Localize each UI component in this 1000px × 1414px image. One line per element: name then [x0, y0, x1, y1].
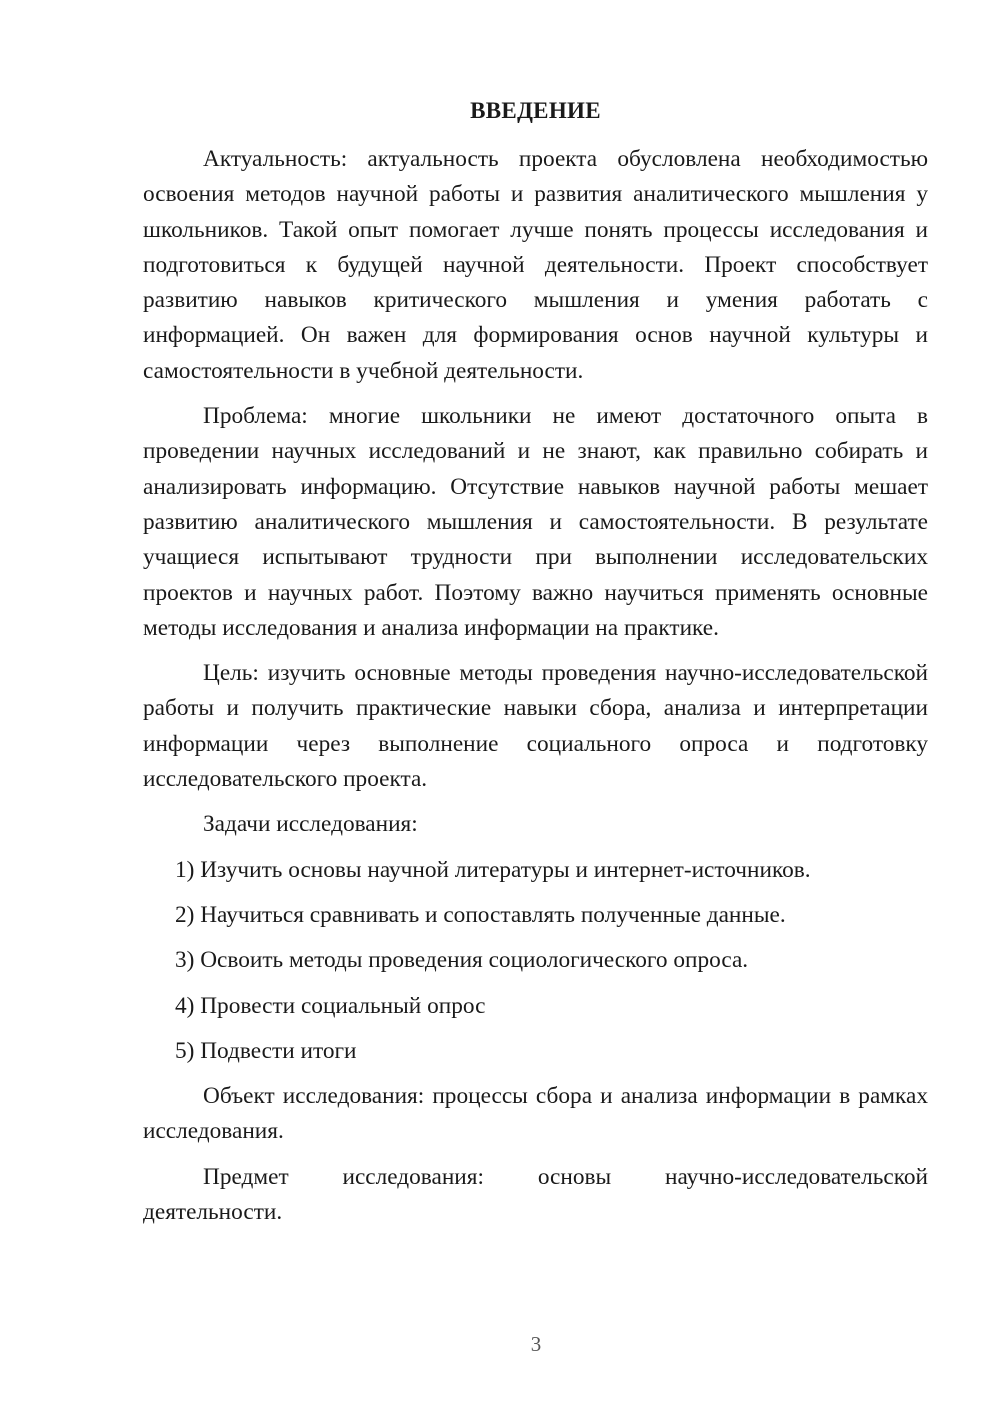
tasks-title: Задачи исследования: [203, 811, 418, 838]
relevance-paragraph: Актуальность: актуальность проекта обусловлена необходимостью освоения методов научной работы и развития аналитического мышления у школьников. Такой опыт помогает лучше понять процессы исследования и подготовиться к будущей научной деятельности. Проект способствует развитию навыков критического мышления и умения работать с информацией. Он важен для формирования основ научной культуры и самостоятельности в учебной деятельности. [143, 146, 928, 384]
document-body [143, 142, 928, 1240]
task-item: 2) Научиться сравнивать и сопоставлять полученные данные. [175, 901, 786, 928]
subject-paragraph: Предмет исследования: основы научно-исследовательской деятельности. [143, 1163, 928, 1226]
page-number: 3 [530, 1332, 542, 1356]
task-item: 4) Провести социальный опрос [175, 992, 486, 1019]
task-item: 1) Изучить основы научной литературы и интернет-источников. [175, 856, 811, 883]
task-item: 3) Освоить методы проведения социологического опроса. [175, 947, 749, 974]
object-paragraph: Объект исследования: процессы сбора и анализа информации в рамках исследования. [143, 1083, 928, 1145]
task-item: 5) Подвести итоги [175, 1037, 357, 1064]
problem-paragraph: Проблема: многие школьники не имеют достаточного опыта в проведении научных исследований и не знают, как правильно собирать и анализировать информацию. Отсутствие навыков научной работы мешает развитию аналитического мышления и самостоятельности. В результате учащиеся испытывают трудности при выполнении исследовательских проектов и научных работ. Поэтому важно научиться применять основные методы исследования и анализа информации на практике. [143, 403, 928, 641]
goal-paragraph: Цель: изучить основные методы проведения научно-исследовательской работы и получить практические навыки сбора, анализа и интерпретации информации через выполнение социального опроса и подготовку исследовательского проекта. [143, 660, 928, 793]
section-heading: ВВЕДЕНИЕ [470, 98, 601, 123]
